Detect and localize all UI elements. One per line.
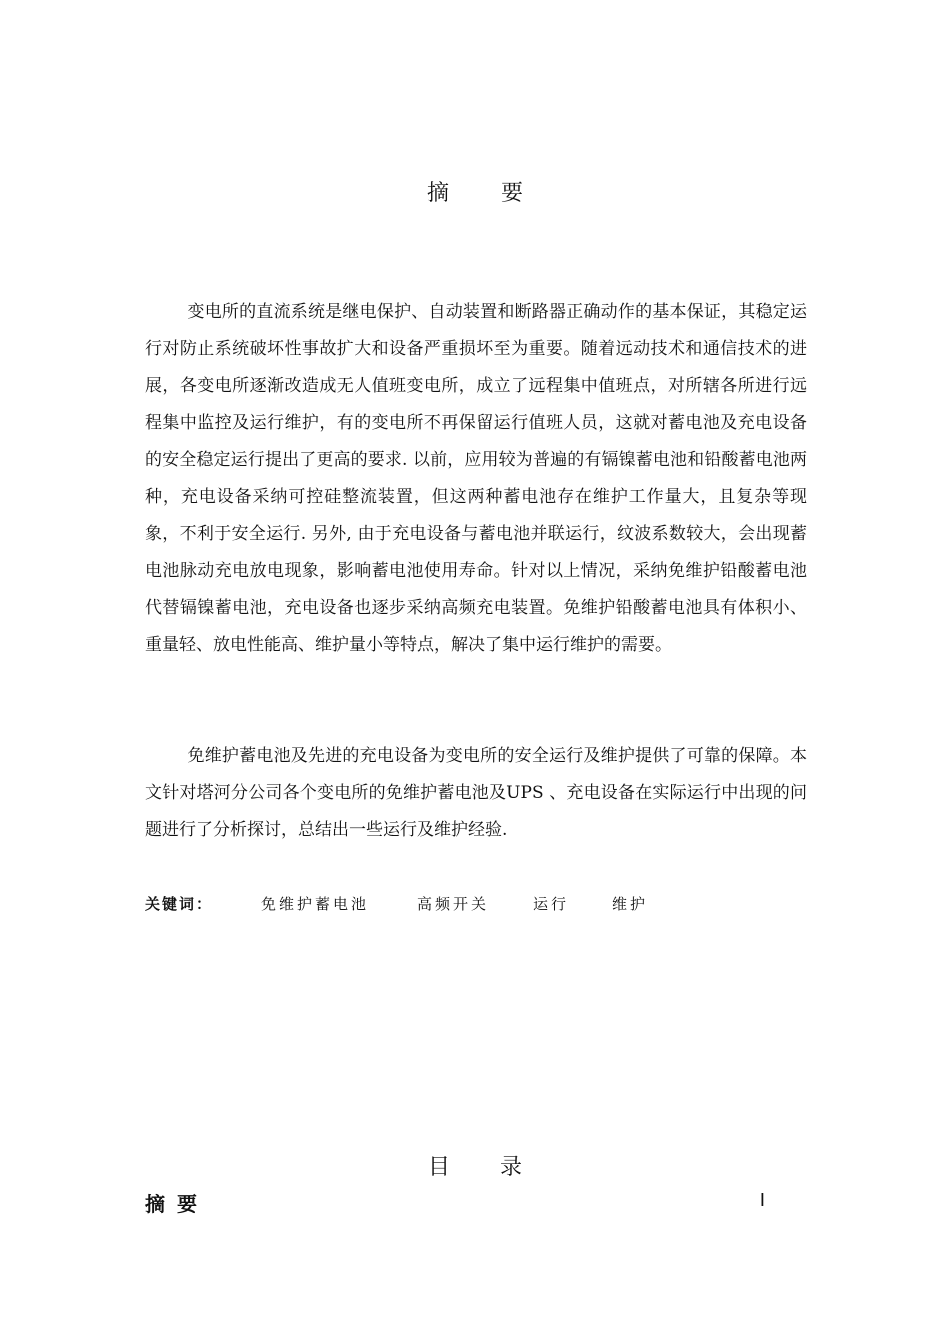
- toc-entry-title: 摘要: [145, 1192, 209, 1216]
- toc-title: 目录: [427, 1155, 572, 1180]
- keyword-item: 免维护蓄电池: [261, 895, 370, 913]
- toc-entry[interactable]: [145, 1188, 765, 1218]
- abstract-paragraph-1: 变电所的直流系统是继电保护、自动装置和断路器正确动作的基本保证，其稳定运行对防止系统破坏性事故扩大和设备严重损坏至为重要。随着远动技术和通信技术的进展，各变电所逐渐改造成无人值班变电所，成立了远程集中值班点，对所辖各所进行远程集中监控及运行维护，有的变电所不再保留运行值班人员，这就对蓄电池及充电设备的安全稳定运行提出了更高的要求. 以前，应用较为普遍的有镉镍蓄电池和铅酸蓄电池两种，充电设备采纳可控硅整流装置，但这两种蓄电池存在维护工作量大，且复杂等现象，不利于安全运行. 另外, 由于充电设备与蓄电池并联运行，纹波系数较大，会出现蓄电池脉动充电放电现象，影响蓄电池使用寿命。针对以上情况，采纳免维护铅酸蓄电池代替镉镍蓄电池，充电设备也逐步采纳高频充电装置。免维护铅酸蓄电池具有体积小、重量轻、放电性能高、维护量小等特点，解决了集中运行维护的需要。: [145, 302, 807, 655]
- keyword-item: 维护: [612, 895, 649, 913]
- keywords-label: 关键词：: [145, 895, 214, 913]
- keyword-item: 运行: [533, 895, 570, 913]
- abstract-paragraph-2: 免维护蓄电池及先进的充电设备为变电所的安全运行及维护提供了可靠的保障。本文针对塔河分公司各个变电所的免维护蓄电池及UPS 、充电设备在实际运行中出现的问题进行了分析探讨，总结出一些运行及维护经验.: [145, 746, 807, 840]
- keyword-item: 高频开关: [417, 895, 490, 913]
- toc-entry-page-number: I: [759, 1190, 765, 1211]
- keywords-line: [145, 893, 649, 914]
- abstract-title: 摘要: [426, 181, 575, 206]
